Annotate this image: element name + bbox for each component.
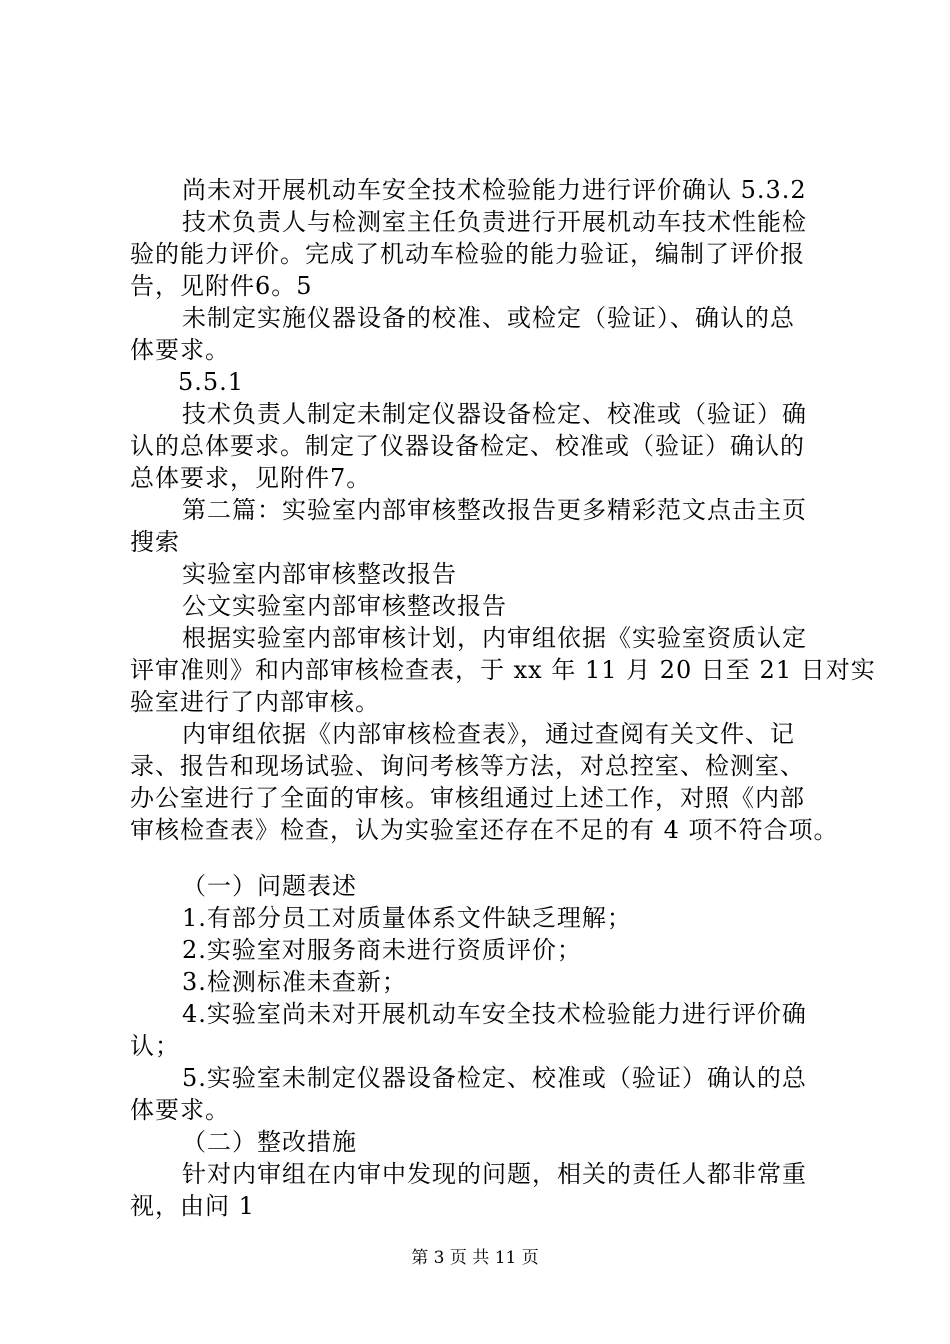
section-heading: （二）整改措施 [182,1128,357,1156]
text-line: 体要求。 [130,336,230,364]
list-item: 5.实验室未制定仪器设备检定、校准或（验证）确认的总 [182,1064,807,1092]
text-line: 告，见附件6。5 [130,272,313,300]
text-line: 认的总体要求。制定了仪器设备检定、校准或（验证）确认的 [130,432,805,460]
text-line: 技术负责人与检测室主任负责进行开展机动车技术性能检 [182,208,807,236]
list-item: 4.实验室尚未对开展机动车安全技术检验能力进行评价确 [182,1000,807,1028]
list-item-continuation: 体要求。 [130,1096,230,1124]
text-line: 总体要求，见附件7。 [130,464,372,492]
text-line: 内审组依据《内部审核检查表》，通过查阅有关文件、记 [182,720,795,748]
heading: 实验室内部审核整改报告 [182,560,457,588]
text-line: 技术负责人制定未制定仪器设备检定、校准或（验证）确 [182,400,807,428]
text-line: 针对内审组在内审中发现的问题，相关的责任人都非常重 [182,1160,807,1188]
text-line: 录、报告和现场试验、询问考核等方法，对总控室、检测室、 [130,752,805,780]
document-body [130,174,876,1222]
text-line: 审核检查表》检查，认为实验室还存在不足的有 4 项不符合项。 [130,816,839,844]
text-line: 视，由问 1 [130,1192,255,1220]
list-item-continuation: 认； [130,1032,180,1060]
text-line: 验的能力评价。完成了机动车检验的能力验证，编制了评价报 [130,240,805,268]
text-line: 尚未对开展机动车安全技术检验能力进行评价确认 5.3.2 [182,176,807,204]
text-line: 第二篇：实验室内部审核整改报告更多精彩范文点击主页 [182,496,807,524]
text-line: 办公室进行了全面的审核。审核组通过上述工作，对照《内部 [130,784,805,812]
list-item: 3.检测标准未查新； [182,968,407,996]
page-footer: 第 3 页 共 11 页 [411,1248,539,1268]
text-line: 根据实验室内部审核计划，内审组依据《实验室资质认定 [182,624,807,652]
text-line: 搜索 [130,528,180,556]
text-line: 评审准则》和内部审核检查表，于 xx 年 11 月 20 日至 21 日对实 [130,656,876,684]
text-line: 验室进行了内部审核。 [130,688,380,716]
section-number: 5.5.1 [178,368,245,396]
list-item: 2.实验室对服务商未进行资质评价； [182,936,582,964]
section-heading: （一）问题表述 [182,872,357,900]
text-line: 未制定实施仪器设备的校准、或检定（验证）、确认的总 [182,304,795,332]
subheading: 公文实验室内部审核整改报告 [182,592,507,620]
list-item: 1.有部分员工对质量体系文件缺乏理解； [182,904,632,932]
